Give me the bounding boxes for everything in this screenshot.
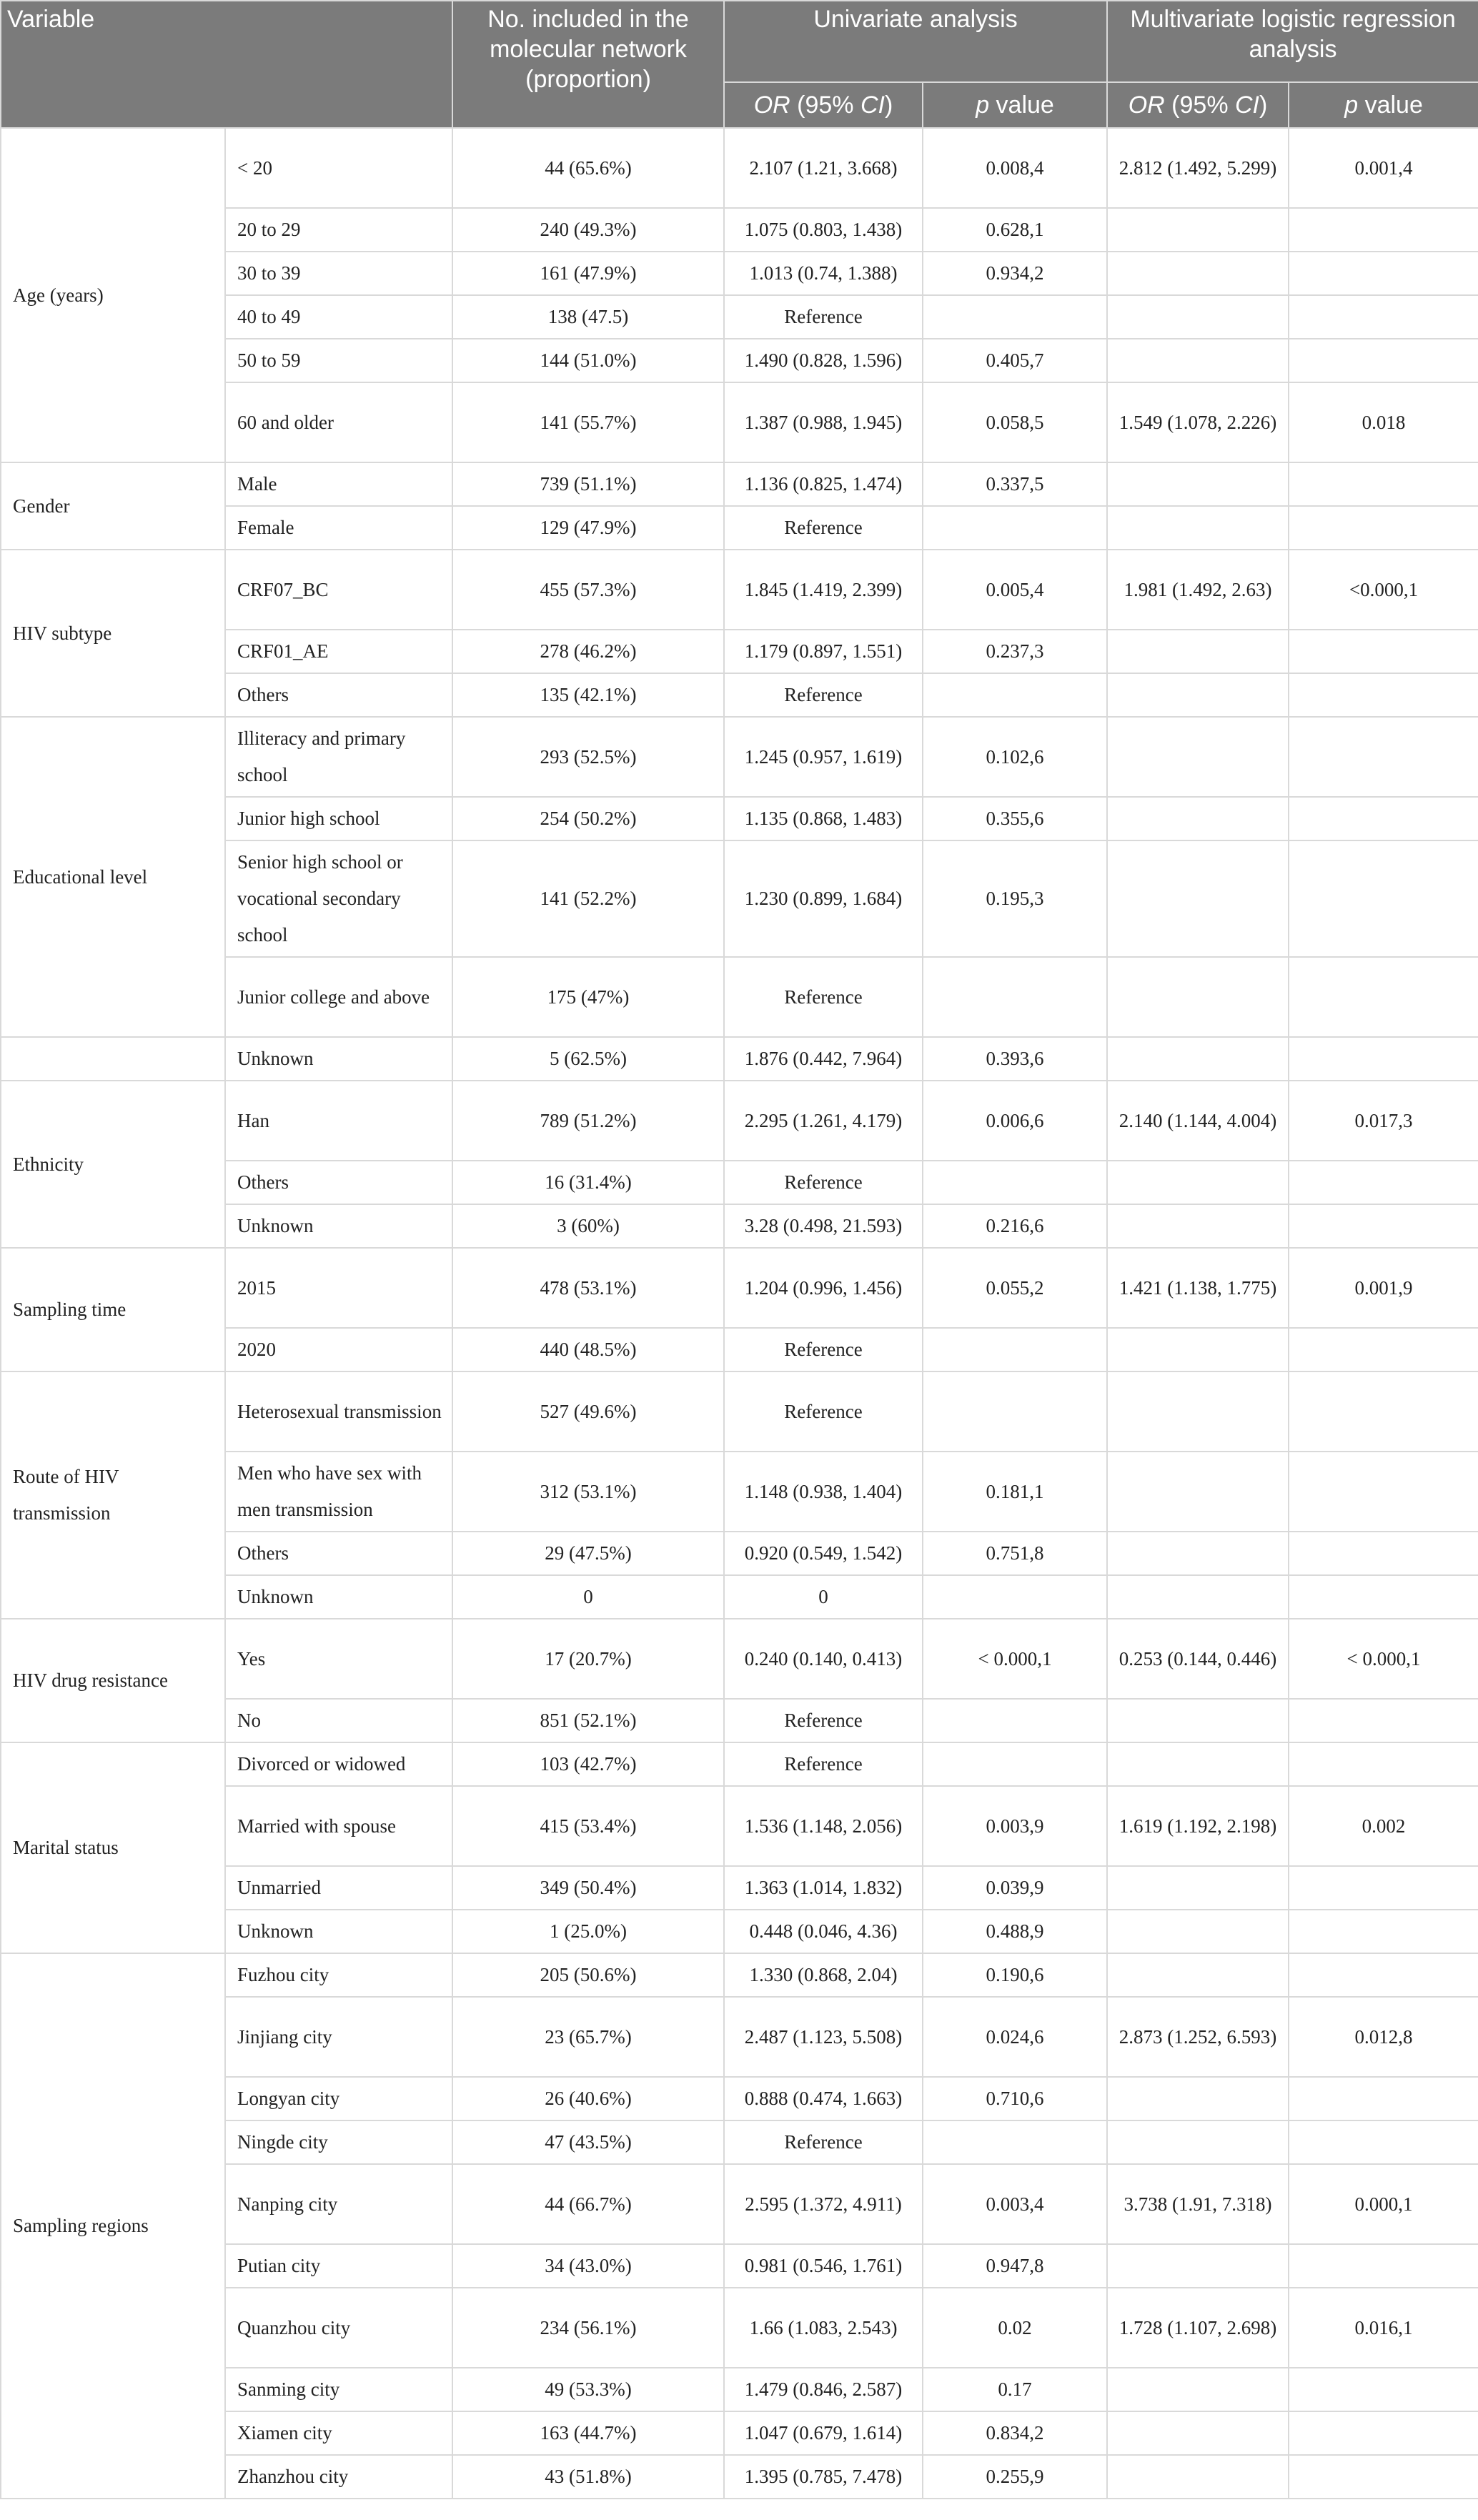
- header-multi-or: OR (95% CI): [1107, 82, 1289, 128]
- row-category: Others: [225, 673, 452, 717]
- row-uni-or: 1.075 (0.803, 1.438): [724, 208, 923, 252]
- row-uni-p: 0.947,8: [923, 2244, 1107, 2288]
- row-category: Sanming city: [225, 2368, 452, 2411]
- row-multi-or: 2.812 (1.492, 5.299): [1107, 128, 1289, 208]
- row-uni-p: 0.024,6: [923, 1997, 1107, 2077]
- row-uni-or: 1.536 (1.148, 2.056): [724, 1786, 923, 1866]
- row-multi-or: [1107, 2120, 1289, 2164]
- row-variable: Age (years): [1, 128, 225, 462]
- row-variable: Sampling time: [1, 1248, 225, 1371]
- row-included: 5 (62.5%): [452, 1037, 724, 1081]
- row-multi-p: [1289, 506, 1478, 550]
- header-included: No. included in the molecular network (proportion): [452, 1, 724, 128]
- row-multi-p: [1289, 462, 1478, 506]
- row-variable: Ethnicity: [1, 1081, 225, 1248]
- row-category: Unknown: [225, 1910, 452, 1953]
- row-included: 0: [452, 1575, 724, 1619]
- row-multi-or: [1107, 295, 1289, 339]
- row-uni-or: 1.395 (0.785, 7.478): [724, 2455, 923, 2499]
- row-multi-p: [1289, 1575, 1478, 1619]
- row-category: CRF07_BC: [225, 550, 452, 630]
- row-uni-or: Reference: [724, 1371, 923, 1452]
- row-multi-p: [1289, 1742, 1478, 1786]
- table-row: [1, 1371, 1478, 1452]
- row-uni-p: 0.190,6: [923, 1953, 1107, 1997]
- row-included: 103 (42.7%): [452, 1742, 724, 1786]
- row-category: 2020: [225, 1328, 452, 1371]
- row-uni-or: 1.136 (0.825, 1.474): [724, 462, 923, 506]
- row-multi-p: [1289, 1953, 1478, 1997]
- row-included: 47 (43.5%): [452, 2120, 724, 2164]
- header-multi-p: p value: [1289, 82, 1478, 128]
- row-category: Fuzhou city: [225, 1953, 452, 1997]
- row-uni-or: 2.487 (1.123, 5.508): [724, 1997, 923, 2077]
- row-uni-or: 2.595 (1.372, 4.911): [724, 2164, 923, 2244]
- row-multi-or: [1107, 1204, 1289, 1248]
- row-multi-or: 1.619 (1.192, 2.198): [1107, 1786, 1289, 1866]
- row-multi-p: [1289, 1532, 1478, 1575]
- row-uni-p: [923, 1699, 1107, 1742]
- row-multi-p: <0.000,1: [1289, 550, 1478, 630]
- row-multi-p: [1289, 1452, 1478, 1532]
- row-included: 205 (50.6%): [452, 1953, 724, 1997]
- row-uni-p: 0.405,7: [923, 339, 1107, 382]
- row-category: Male: [225, 462, 452, 506]
- row-multi-or: [1107, 2368, 1289, 2411]
- row-included: 455 (57.3%): [452, 550, 724, 630]
- row-included: 29 (47.5%): [452, 1532, 724, 1575]
- table-row: [1, 1248, 1478, 1328]
- row-multi-or: [1107, 630, 1289, 673]
- row-multi-p: 0.001,4: [1289, 128, 1478, 208]
- row-uni-or: 2.295 (1.261, 4.179): [724, 1081, 923, 1161]
- row-uni-or: Reference: [724, 295, 923, 339]
- row-uni-or: 1.479 (0.846, 2.587): [724, 2368, 923, 2411]
- row-multi-or: [1107, 1953, 1289, 1997]
- row-included: 135 (42.1%): [452, 673, 724, 717]
- row-multi-or: 2.140 (1.144, 4.004): [1107, 1081, 1289, 1161]
- row-included: 440 (48.5%): [452, 1328, 724, 1371]
- row-variable: Marital status: [1, 1742, 225, 1953]
- row-multi-p: [1289, 295, 1478, 339]
- row-multi-or: [1107, 252, 1289, 295]
- table-row: [1, 1619, 1478, 1699]
- row-multi-p: 0.016,1: [1289, 2288, 1478, 2368]
- row-multi-or: [1107, 2244, 1289, 2288]
- row-multi-p: [1289, 208, 1478, 252]
- row-uni-p: 0.181,1: [923, 1452, 1107, 1532]
- row-multi-or: [1107, 339, 1289, 382]
- row-multi-or: [1107, 506, 1289, 550]
- header-uni-or: OR (95% CI): [724, 82, 923, 128]
- row-multi-or: 1.728 (1.107, 2.698): [1107, 2288, 1289, 2368]
- row-included: 789 (51.2%): [452, 1081, 724, 1161]
- row-category: Unknown: [225, 1575, 452, 1619]
- row-uni-or: 1.047 (0.679, 1.614): [724, 2411, 923, 2455]
- row-category: Others: [225, 1161, 452, 1204]
- table-row: [1, 1081, 1478, 1161]
- header-univariate: Univariate analysis: [724, 1, 1107, 82]
- row-uni-or: Reference: [724, 506, 923, 550]
- row-uni-p: [923, 957, 1107, 1037]
- row-uni-or: 1.245 (0.957, 1.619): [724, 717, 923, 797]
- row-multi-p: [1289, 2455, 1478, 2499]
- row-uni-p: 0.834,2: [923, 2411, 1107, 2455]
- row-variable: Route of HIV transmission: [1, 1371, 225, 1619]
- row-category: Zhanzhou city: [225, 2455, 452, 2499]
- row-category: Others: [225, 1532, 452, 1575]
- row-included: 415 (53.4%): [452, 1786, 724, 1866]
- row-multi-or: [1107, 1742, 1289, 1786]
- row-multi-p: [1289, 797, 1478, 840]
- row-multi-p: [1289, 1328, 1478, 1371]
- row-category: Heterosexual transmission: [225, 1371, 452, 1452]
- row-multi-p: [1289, 2120, 1478, 2164]
- row-uni-p: [923, 1575, 1107, 1619]
- row-included: 312 (53.1%): [452, 1452, 724, 1532]
- row-category: Senior high school or vocational secondary school: [225, 840, 452, 957]
- row-multi-p: [1289, 1866, 1478, 1910]
- row-category: Putian city: [225, 2244, 452, 2288]
- row-uni-p: 0.055,2: [923, 1248, 1107, 1328]
- row-multi-or: 1.981 (1.492, 2.63): [1107, 550, 1289, 630]
- row-category: Unknown: [225, 1204, 452, 1248]
- row-uni-or: Reference: [724, 1742, 923, 1786]
- row-included: 141 (55.7%): [452, 382, 724, 462]
- row-included: 3 (60%): [452, 1204, 724, 1248]
- row-uni-p: [923, 295, 1107, 339]
- row-category: Ningde city: [225, 2120, 452, 2164]
- row-uni-or: 1.013 (0.74, 1.388): [724, 252, 923, 295]
- row-multi-p: [1289, 957, 1478, 1037]
- row-uni-p: 0.628,1: [923, 208, 1107, 252]
- row-category: Female: [225, 506, 452, 550]
- row-uni-or: 1.876 (0.442, 7.964): [724, 1037, 923, 1081]
- row-included: 44 (66.7%): [452, 2164, 724, 2244]
- row-multi-p: 0.018: [1289, 382, 1478, 462]
- row-uni-p: [923, 2120, 1107, 2164]
- row-included: 851 (52.1%): [452, 1699, 724, 1742]
- row-uni-or: 1.66 (1.083, 2.543): [724, 2288, 923, 2368]
- row-uni-p: 0.02: [923, 2288, 1107, 2368]
- row-category: CRF01_AE: [225, 630, 452, 673]
- row-included: 43 (51.8%): [452, 2455, 724, 2499]
- row-uni-p: 0.008,4: [923, 128, 1107, 208]
- row-included: 44 (65.6%): [452, 128, 724, 208]
- row-category: 30 to 39: [225, 252, 452, 295]
- row-included: 293 (52.5%): [452, 717, 724, 797]
- row-multi-or: [1107, 1037, 1289, 1081]
- row-multi-or: [1107, 717, 1289, 797]
- header-multivariate: Multivariate logistic regression analysis: [1107, 1, 1478, 82]
- row-multi-or: [1107, 1532, 1289, 1575]
- row-category: Illiteracy and primary school: [225, 717, 452, 797]
- row-uni-or: 1.204 (0.996, 1.456): [724, 1248, 923, 1328]
- row-uni-p: 0.003,4: [923, 2164, 1107, 2244]
- row-multi-p: [1289, 252, 1478, 295]
- row-uni-p: [923, 1161, 1107, 1204]
- row-uni-p: 0.710,6: [923, 2077, 1107, 2120]
- row-multi-or: [1107, 1161, 1289, 1204]
- row-included: 17 (20.7%): [452, 1619, 724, 1699]
- row-multi-p: [1289, 2411, 1478, 2455]
- row-included: 240 (49.3%): [452, 208, 724, 252]
- row-multi-p: [1289, 2077, 1478, 2120]
- row-multi-or: [1107, 1575, 1289, 1619]
- row-uni-p: 0.102,6: [923, 717, 1107, 797]
- row-variable: Sampling regions: [1, 1953, 225, 2499]
- row-multi-or: [1107, 208, 1289, 252]
- table-header: [1, 1, 1478, 128]
- row-multi-or: 2.873 (1.252, 6.593): [1107, 1997, 1289, 2077]
- row-category: Longyan city: [225, 2077, 452, 2120]
- row-multi-p: [1289, 1204, 1478, 1248]
- row-category: Men who have sex with men transmission: [225, 1452, 452, 1532]
- row-included: 478 (53.1%): [452, 1248, 724, 1328]
- row-multi-p: [1289, 630, 1478, 673]
- row-uni-or: 0.981 (0.546, 1.761): [724, 2244, 923, 2288]
- row-uni-or: 0.240 (0.140, 0.413): [724, 1619, 923, 1699]
- row-uni-p: 0.255,9: [923, 2455, 1107, 2499]
- row-variable: [1, 1037, 225, 1081]
- row-multi-or: [1107, 1371, 1289, 1452]
- row-uni-p: 0.934,2: [923, 252, 1107, 295]
- row-uni-or: 3.28 (0.498, 21.593): [724, 1204, 923, 1248]
- row-category: 2015: [225, 1248, 452, 1328]
- row-uni-or: Reference: [724, 673, 923, 717]
- row-included: 141 (52.2%): [452, 840, 724, 957]
- row-category: Yes: [225, 1619, 452, 1699]
- row-uni-p: 0.355,6: [923, 797, 1107, 840]
- row-included: 23 (65.7%): [452, 1997, 724, 2077]
- row-uni-p: 0.337,5: [923, 462, 1107, 506]
- row-multi-or: [1107, 1328, 1289, 1371]
- row-category: Quanzhou city: [225, 2288, 452, 2368]
- row-included: 129 (47.9%): [452, 506, 724, 550]
- row-variable: Educational level: [1, 717, 225, 1037]
- row-multi-p: [1289, 1037, 1478, 1081]
- row-multi-or: [1107, 2411, 1289, 2455]
- row-uni-or: Reference: [724, 1328, 923, 1371]
- row-uni-or: 1.490 (0.828, 1.596): [724, 339, 923, 382]
- row-uni-or: 2.107 (1.21, 3.668): [724, 128, 923, 208]
- row-multi-p: < 0.000,1: [1289, 1619, 1478, 1699]
- row-uni-or: 0.448 (0.046, 4.36): [724, 1910, 923, 1953]
- header-variable: Variable: [1, 1, 452, 128]
- row-uni-or: 1.387 (0.988, 1.945): [724, 382, 923, 462]
- row-uni-or: 1.845 (1.419, 2.399): [724, 550, 923, 630]
- row-multi-p: [1289, 717, 1478, 797]
- row-uni-or: 1.179 (0.897, 1.551): [724, 630, 923, 673]
- row-multi-or: [1107, 797, 1289, 840]
- row-category: < 20: [225, 128, 452, 208]
- row-uni-or: Reference: [724, 1699, 923, 1742]
- row-multi-p: [1289, 2244, 1478, 2288]
- row-multi-or: 1.421 (1.138, 1.775): [1107, 1248, 1289, 1328]
- row-included: 138 (47.5): [452, 295, 724, 339]
- header-uni-p: p value: [923, 82, 1107, 128]
- row-uni-p: 0.005,4: [923, 550, 1107, 630]
- row-category: 50 to 59: [225, 339, 452, 382]
- row-multi-p: [1289, 1699, 1478, 1742]
- row-included: 349 (50.4%): [452, 1866, 724, 1910]
- row-uni-p: 0.216,6: [923, 1204, 1107, 1248]
- row-included: 34 (43.0%): [452, 2244, 724, 2288]
- row-uni-or: 0.920 (0.549, 1.542): [724, 1532, 923, 1575]
- row-multi-p: [1289, 1371, 1478, 1452]
- row-multi-or: [1107, 957, 1289, 1037]
- row-uni-or: Reference: [724, 2120, 923, 2164]
- row-included: 739 (51.1%): [452, 462, 724, 506]
- row-included: 16 (31.4%): [452, 1161, 724, 1204]
- row-uni-or: 1.363 (1.014, 1.832): [724, 1866, 923, 1910]
- row-multi-p: [1289, 339, 1478, 382]
- row-uni-or: 1.135 (0.868, 1.483): [724, 797, 923, 840]
- row-multi-p: [1289, 2368, 1478, 2411]
- row-multi-or: [1107, 1452, 1289, 1532]
- row-uni-p: 0.195,3: [923, 840, 1107, 957]
- row-uni-or: Reference: [724, 957, 923, 1037]
- row-uni-p: 0.17: [923, 2368, 1107, 2411]
- row-multi-or: [1107, 840, 1289, 957]
- row-category: Unknown: [225, 1037, 452, 1081]
- row-category: No: [225, 1699, 452, 1742]
- row-category: Jinjiang city: [225, 1997, 452, 2077]
- table-row: [1, 1953, 1478, 1997]
- row-uni-or: 0.888 (0.474, 1.663): [724, 2077, 923, 2120]
- row-multi-or: [1107, 462, 1289, 506]
- row-included: 49 (53.3%): [452, 2368, 724, 2411]
- row-variable: Gender: [1, 462, 225, 550]
- row-category: Xiamen city: [225, 2411, 452, 2455]
- row-multi-p: 0.012,8: [1289, 1997, 1478, 2077]
- row-multi-or: [1107, 1910, 1289, 1953]
- row-multi-or: [1107, 673, 1289, 717]
- row-uni-p: [923, 1371, 1107, 1452]
- row-category: Unmarried: [225, 1866, 452, 1910]
- row-multi-or: [1107, 1699, 1289, 1742]
- row-multi-p: 0.000,1: [1289, 2164, 1478, 2244]
- row-uni-p: 0.006,6: [923, 1081, 1107, 1161]
- row-included: 161 (47.9%): [452, 252, 724, 295]
- row-included: 26 (40.6%): [452, 2077, 724, 2120]
- row-category: Junior college and above: [225, 957, 452, 1037]
- row-uni-p: < 0.000,1: [923, 1619, 1107, 1699]
- row-uni-or: 0: [724, 1575, 923, 1619]
- row-included: 278 (46.2%): [452, 630, 724, 673]
- row-included: 234 (56.1%): [452, 2288, 724, 2368]
- row-category: Han: [225, 1081, 452, 1161]
- row-multi-or: 1.549 (1.078, 2.226): [1107, 382, 1289, 462]
- row-variable: HIV drug resistance: [1, 1619, 225, 1742]
- row-uni-p: 0.237,3: [923, 630, 1107, 673]
- row-uni-p: [923, 506, 1107, 550]
- row-multi-p: 0.002: [1289, 1786, 1478, 1866]
- table-row: [1, 1742, 1478, 1786]
- row-included: 254 (50.2%): [452, 797, 724, 840]
- row-uni-p: 0.003,9: [923, 1786, 1107, 1866]
- row-uni-p: 0.393,6: [923, 1037, 1107, 1081]
- table-body: [1, 128, 1478, 2499]
- row-included: 163 (44.7%): [452, 2411, 724, 2455]
- row-category: Junior high school: [225, 797, 452, 840]
- row-uni-p: 0.058,5: [923, 382, 1107, 462]
- row-uni-or: 1.330 (0.868, 2.04): [724, 1953, 923, 1997]
- table-row: [1, 1037, 1478, 1081]
- row-multi-or: 3.738 (1.91, 7.318): [1107, 2164, 1289, 2244]
- row-multi-p: [1289, 1910, 1478, 1953]
- row-multi-or: [1107, 2455, 1289, 2499]
- table-row: [1, 128, 1478, 208]
- row-included: 527 (49.6%): [452, 1371, 724, 1452]
- row-uni-p: 0.039,9: [923, 1866, 1107, 1910]
- row-uni-p: 0.488,9: [923, 1910, 1107, 1953]
- row-variable: HIV subtype: [1, 550, 225, 717]
- row-category: 40 to 49: [225, 295, 452, 339]
- row-category: Nanping city: [225, 2164, 452, 2244]
- row-multi-or: [1107, 2077, 1289, 2120]
- row-uni-p: [923, 1328, 1107, 1371]
- row-uni-p: [923, 673, 1107, 717]
- row-uni-p: 0.751,8: [923, 1532, 1107, 1575]
- row-uni-p: [923, 1742, 1107, 1786]
- table-row: [1, 717, 1478, 797]
- row-multi-p: [1289, 673, 1478, 717]
- row-category: Married with spouse: [225, 1786, 452, 1866]
- row-uni-or: 1.230 (0.899, 1.684): [724, 840, 923, 957]
- row-multi-p: [1289, 840, 1478, 957]
- row-category: 60 and older: [225, 382, 452, 462]
- row-included: 144 (51.0%): [452, 339, 724, 382]
- table-row: [1, 550, 1478, 630]
- row-category: Divorced or widowed: [225, 1742, 452, 1786]
- row-multi-p: [1289, 1161, 1478, 1204]
- row-multi-or: 0.253 (0.144, 0.446): [1107, 1619, 1289, 1699]
- table-row: [1, 462, 1478, 506]
- row-multi-p: 0.001,9: [1289, 1248, 1478, 1328]
- row-uni-or: Reference: [724, 1161, 923, 1204]
- row-category: 20 to 29: [225, 208, 452, 252]
- row-included: 175 (47%): [452, 957, 724, 1037]
- row-multi-p: 0.017,3: [1289, 1081, 1478, 1161]
- row-multi-or: [1107, 1866, 1289, 1910]
- row-included: 1 (25.0%): [452, 1910, 724, 1953]
- row-uni-or: 1.148 (0.938, 1.404): [724, 1452, 923, 1532]
